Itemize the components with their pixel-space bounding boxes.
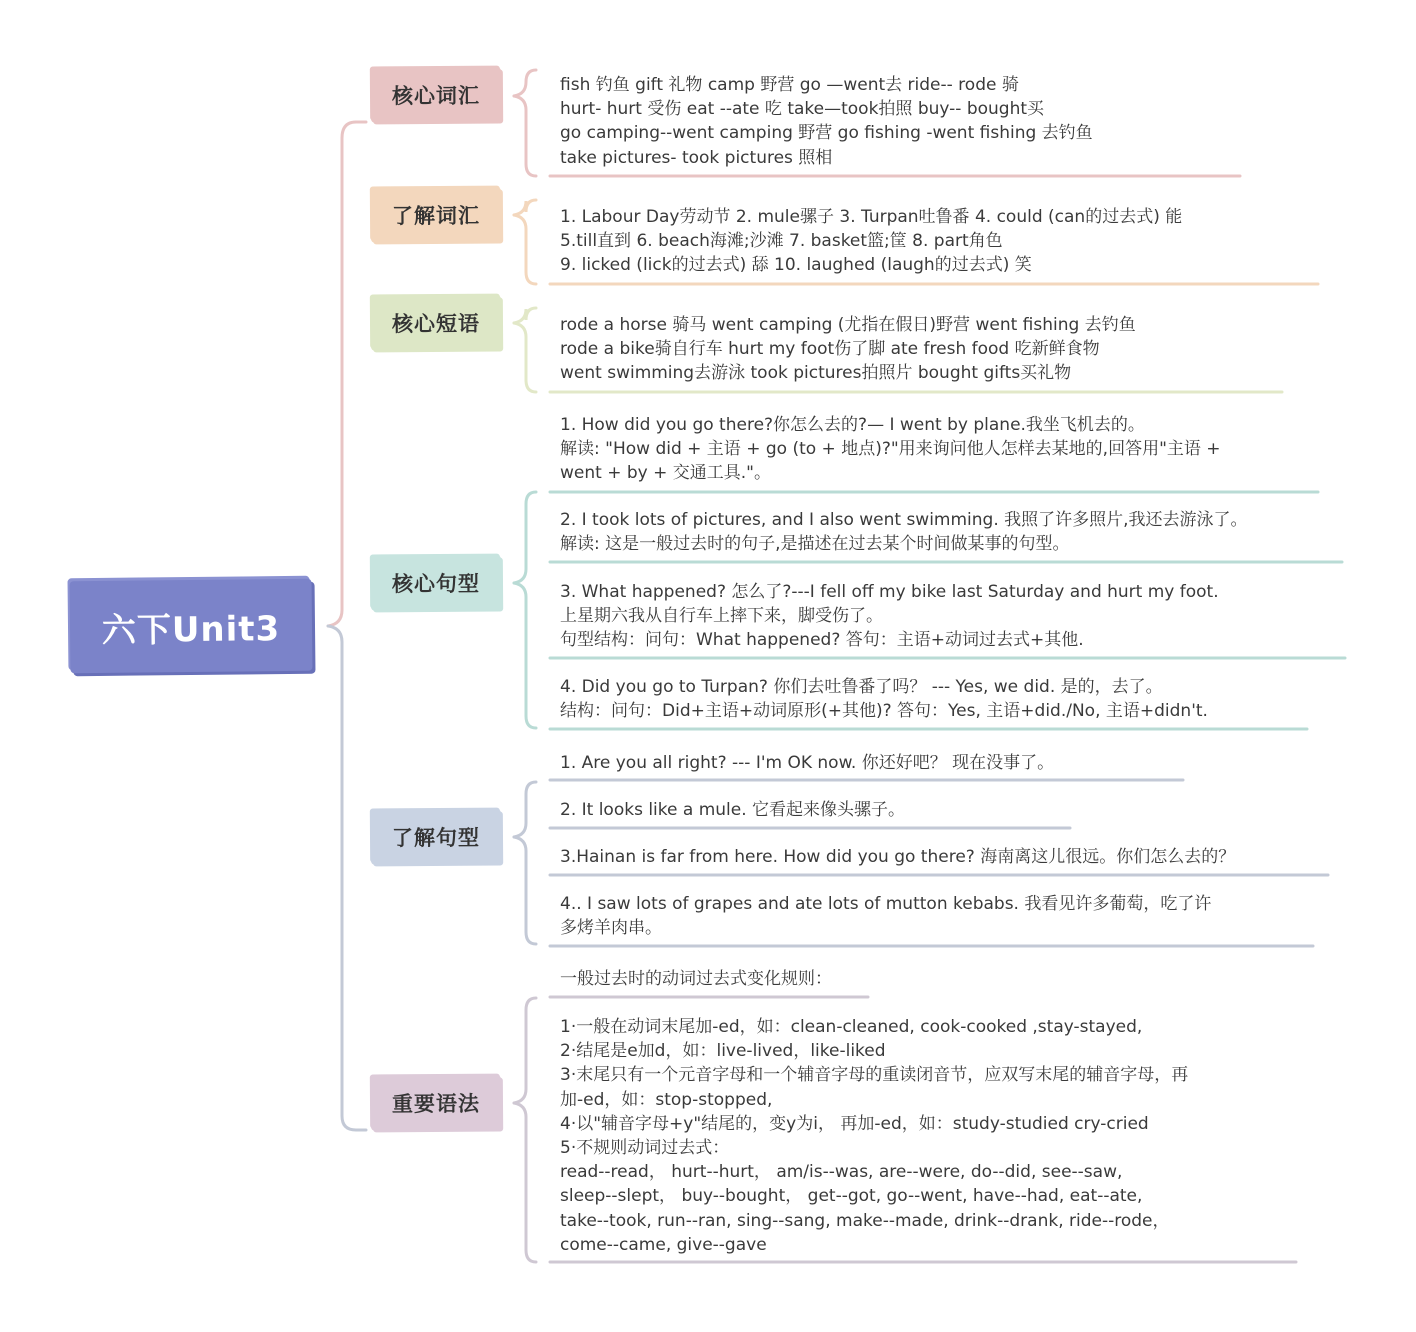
item-line: went + by + 交通工具."。: [560, 463, 771, 484]
sentence-extra-item: [560, 798, 905, 822]
grammar-item: [560, 1015, 1188, 1257]
item-line: 多烤羊肉串。: [560, 918, 662, 939]
branch-brace: [514, 323, 536, 392]
grammar-item: [560, 967, 832, 991]
branch-key-grammar[interactable]: [371, 1076, 501, 1131]
item-line: rode a horse 骑马 went camping (尤指在假日)野营 went fishing 去钓鱼: [560, 315, 1136, 335]
item-line: read--read， hurt--hurt， am/is--was, are--were, do--did, see--saw,: [560, 1162, 1123, 1183]
branch-core-sentences[interactable]: [371, 556, 501, 611]
item-line: 2. I took lots of pictures, and I also went swimming. 我照了许多照片,我还去游泳了。: [560, 510, 1248, 530]
branch-brace: [514, 215, 536, 284]
root-brace-lower: [328, 626, 366, 1130]
item-line: go camping--went camping 野营 go fishing -went fishing 去钓鱼: [560, 123, 1093, 144]
branch-label: 了解句型: [391, 825, 481, 851]
item-line: 4. Did you go to Turpan? 你们去吐鲁番了吗？ --- Yes, we did. 是的，去了。: [560, 677, 1163, 697]
item-line: 一般过去时的动词过去式变化规则：: [560, 969, 832, 989]
item-line: take pictures- took pictures 照相: [560, 147, 833, 168]
item-line: 3·末尾只有一个元音字母和一个辅音字母的重读闭音节，应双写末尾的辅音字母，再: [560, 1065, 1189, 1086]
item-line: 4.. I saw lots of grapes and ate lots of mutton kebabs. 我看见许多葡萄，吃了许: [560, 894, 1212, 914]
branch-extra-vocabulary[interactable]: [371, 188, 501, 243]
branch-brace: [514, 70, 536, 96]
item-line: 1. Labour Day劳动节 2. mule骡子 3. Turpan吐鲁番 4. could (can的过去式) 能: [560, 207, 1183, 227]
root-brace-upper: [328, 122, 366, 626]
item-line: come--came, give--gave: [560, 1234, 767, 1255]
branch-brace: [514, 492, 536, 583]
sentence-core-item: [560, 675, 1208, 723]
branch-brace: [514, 782, 536, 837]
branch-label: 核心短语: [391, 311, 481, 337]
item-line: 2·结尾是e加d，如：live-lived，like-liked: [560, 1041, 886, 1062]
branch-label: 重要语法: [391, 1091, 481, 1117]
sentence-core-item: [560, 580, 1219, 653]
vocab-extra-item: [560, 205, 1182, 278]
branch-label: 核心句型: [391, 571, 481, 597]
item-line: 3.Hainan is far from here. How did you go there? 海南离这儿很远。你们怎么去的？: [560, 847, 1236, 867]
sentence-extra-item: [560, 751, 1054, 775]
branch-brace: [514, 998, 536, 1103]
branch-brace: [514, 96, 536, 176]
branch-brace: [514, 837, 536, 944]
item-line: 解读: 这是一般过去时的句子,是描述在过去某个时间做某事的句型。: [560, 534, 1070, 555]
item-line: 4·以"辅音字母+y"结尾的，变y为i， 再加-ed，如：study-studied cry-cried: [560, 1113, 1149, 1134]
sentence-core-item: [560, 508, 1248, 556]
item-line: 结构：问句：Did+主语+动词原形(+其他)? 答句：Yes, 主语+did./No, 主语+didn't.: [560, 701, 1208, 722]
root-topic-label: 六下Unit3: [101, 608, 281, 651]
item-line: 1. Are you all right? --- I'm OK now. 你还好吧？ 现在没事了。: [560, 753, 1055, 773]
vocab-core-item: [560, 73, 1093, 170]
root-topic[interactable]: [70, 579, 313, 674]
item-line: 3. What happened? 怎么了?---I fell off my bike last Saturday and hurt my foot.: [560, 582, 1219, 602]
item-line: rode a bike骑自行车 hurt my foot伤了脚 ate fresh food 吃新鲜食物: [560, 339, 1100, 360]
item-line: 5.till直到 6. beach海滩;沙滩 7. basket篮;筐 8. part角色: [560, 231, 1003, 252]
branch-core-phrases[interactable]: [371, 296, 501, 351]
item-line: 上星期六我从自行车上摔下来，脚受伤了。: [560, 606, 883, 627]
item-line: hurt- hurt 受伤 eat --ate 吃 take—took拍照 buy-- bought买: [560, 99, 1045, 120]
item-line: 加-ed，如：stop-stopped,: [560, 1089, 773, 1110]
branch-label: 了解词汇: [391, 203, 481, 229]
branch-brace: [514, 308, 536, 323]
branch-brace: [514, 583, 536, 728]
branch-core-vocabulary[interactable]: [371, 68, 501, 123]
item-line: fish 钓鱼 gift 礼物 camp 野营 go —went去 ride-- rode 骑: [560, 75, 1019, 95]
sentence-extra-item: [560, 845, 1235, 869]
sentence-core-item: [560, 413, 1221, 486]
phrases-core-item: [560, 313, 1136, 386]
branch-brace: [514, 200, 536, 215]
item-line: 解读: "How did + 主语 + go (to + 地点)?"用来询问他人怎样去某地的,回答用"主语 +: [560, 439, 1221, 460]
branch-brace: [514, 1103, 536, 1262]
branch-extra-sentences[interactable]: [371, 810, 501, 865]
branch-label: 核心词汇: [391, 83, 481, 109]
item-line: take--took, run--ran, sing--sang, make--made, drink--drank, ride--rode，: [560, 1210, 1170, 1231]
item-line: sleep--slept， buy--bought， get--got, go--went, have--had, eat--ate,: [560, 1186, 1143, 1207]
item-line: 5·不规则动词过去式：: [560, 1138, 730, 1159]
item-line: 9. licked (lick的过去式) 舔 10. laughed (laugh的过去式) 笑: [560, 255, 1032, 276]
item-line: 2. It looks like a mule. 它看起来像头骡子。: [560, 800, 906, 820]
item-line: 1. How did you go there?你怎么去的?— I went by plane.我坐飞机去的。: [560, 415, 1145, 435]
item-line: went swimming去游泳 took pictures拍照片 bought gifts买礼物: [560, 363, 1072, 384]
sentence-extra-item: [560, 892, 1211, 940]
item-line: 句型结构：问句：What happened? 答句：主语+动词过去式+其他.: [560, 630, 1084, 651]
item-line: 1·一般在动词末尾加-ed，如：clean-cleaned, cook-cooked ,stay-stayed,: [560, 1017, 1143, 1037]
